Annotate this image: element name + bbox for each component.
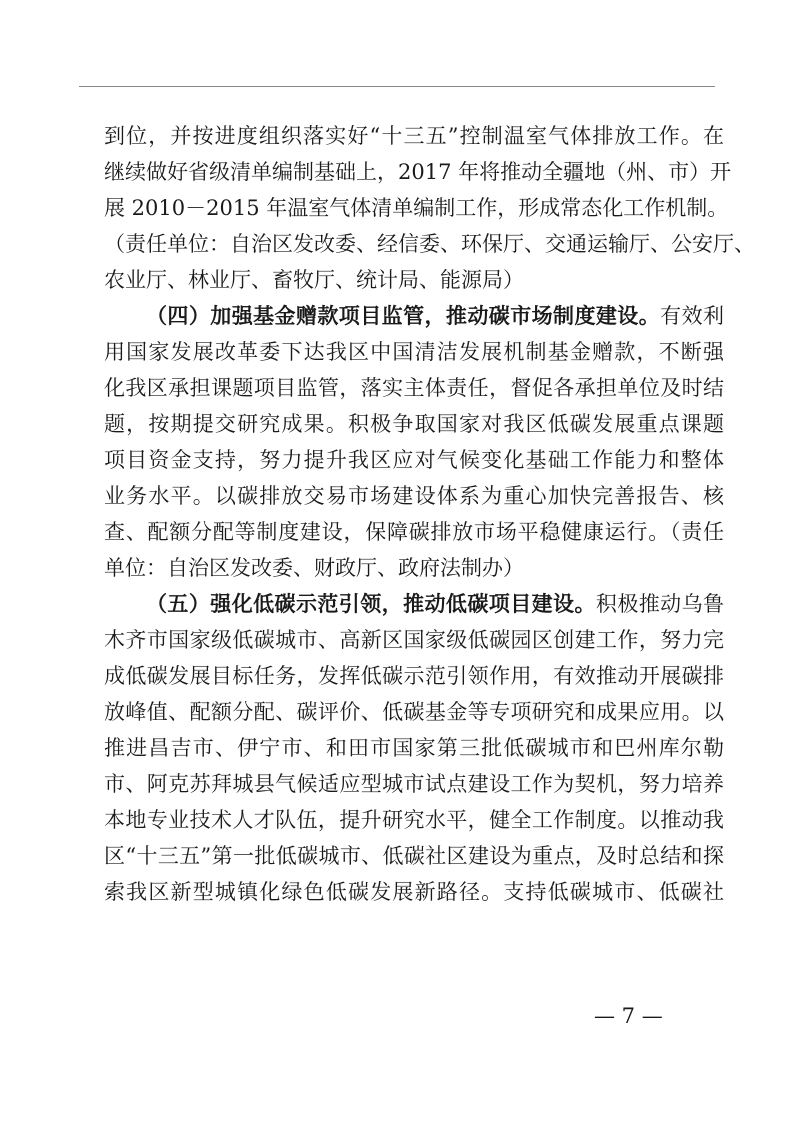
paragraph-line: 单位：自治区发改委、财政厅、政府法制办） — [104, 556, 524, 580]
paragraph-line: 用国家发展改革委下达我区中国清洁发展机制基金赠款，不断强 — [104, 340, 724, 364]
paragraph-line: （责任单位：自治区发改委、经信委、环保厅、交通运输厅、公安厅、 — [104, 232, 755, 256]
section-5-heading: （五）强化低碳示范引领，推动低碳项目建设。 — [146, 591, 596, 616]
paragraph-line: 化我区承担课题项目监管，落实主体责任，督促各承担单位及时结 — [104, 376, 724, 400]
page-number: — 7 — — [594, 1004, 663, 1028]
paragraph-line: 索我区新型城镇化绿色低碳发展新路径。支持低碳城市、低碳社 — [104, 880, 724, 904]
paragraph-line: 成低碳发展目标任务，发挥低碳示范引领作用，有效推动开展碳排 — [104, 664, 724, 688]
paragraph-line: 市、阿克苏拜城县气候适应型城市试点建设工作为契机，努力培养 — [104, 772, 724, 796]
paragraph-line: 推进昌吉市、伊宁市、和田市国家第三批低碳城市和巴州库尔勒 — [104, 736, 724, 760]
paragraph-line: 项目资金支持，努力提升我区应对气候变化基础工作能力和整体 — [104, 448, 724, 472]
paragraph-line: 放峰值、配额分配、碳评价、低碳基金等专项研究和成果应用。以 — [104, 700, 724, 724]
paragraph-line: 区“十三五”第一批低碳城市、低碳社区建设为重点，及时总结和探 — [104, 844, 724, 868]
paragraph-line: 继续做好省级清单编制基础上，2017 年将推动全疆地（州、市）开 — [104, 160, 732, 184]
paragraph-line: 到位，并按进度组织落实好“十三五”控制温室气体排放工作。在 — [104, 124, 724, 148]
header-rule — [79, 86, 715, 87]
section-5-first-line — [146, 586, 724, 622]
paragraph-line: 展 2010－2015 年温室气体清单编制工作，形成常态化工作机制。 — [104, 196, 729, 220]
paragraph-line: 题，按期提交研究成果。积极争取国家对我区低碳发展重点课题 — [104, 412, 724, 436]
section-4-heading: （四）加强基金赠款项目监管，推动碳市场制度建设。 — [146, 303, 661, 328]
paragraph-line: 木齐市国家级低碳城市、高新区国家级低碳园区创建工作，努力完 — [104, 628, 724, 652]
paragraph-line: 农业厅、林业厅、畜牧厅、统计局、能源局） — [104, 268, 524, 292]
section-4-first-line — [146, 298, 724, 334]
paragraph-line: 业务水平。以碳排放交易市场建设体系为重心加快完善报告、核 — [104, 484, 724, 508]
section-4-lead-text: 有效利 — [660, 304, 725, 328]
paragraph-line: 查、配额分配等制度建设，保障碳排放市场平稳健康运行。（责任 — [104, 520, 724, 544]
section-5-lead-text: 积极推动乌鲁 — [595, 592, 725, 616]
paragraph-line: 本地专业技术人才队伍，提升研究水平，健全工作制度。以推动我 — [104, 808, 724, 832]
